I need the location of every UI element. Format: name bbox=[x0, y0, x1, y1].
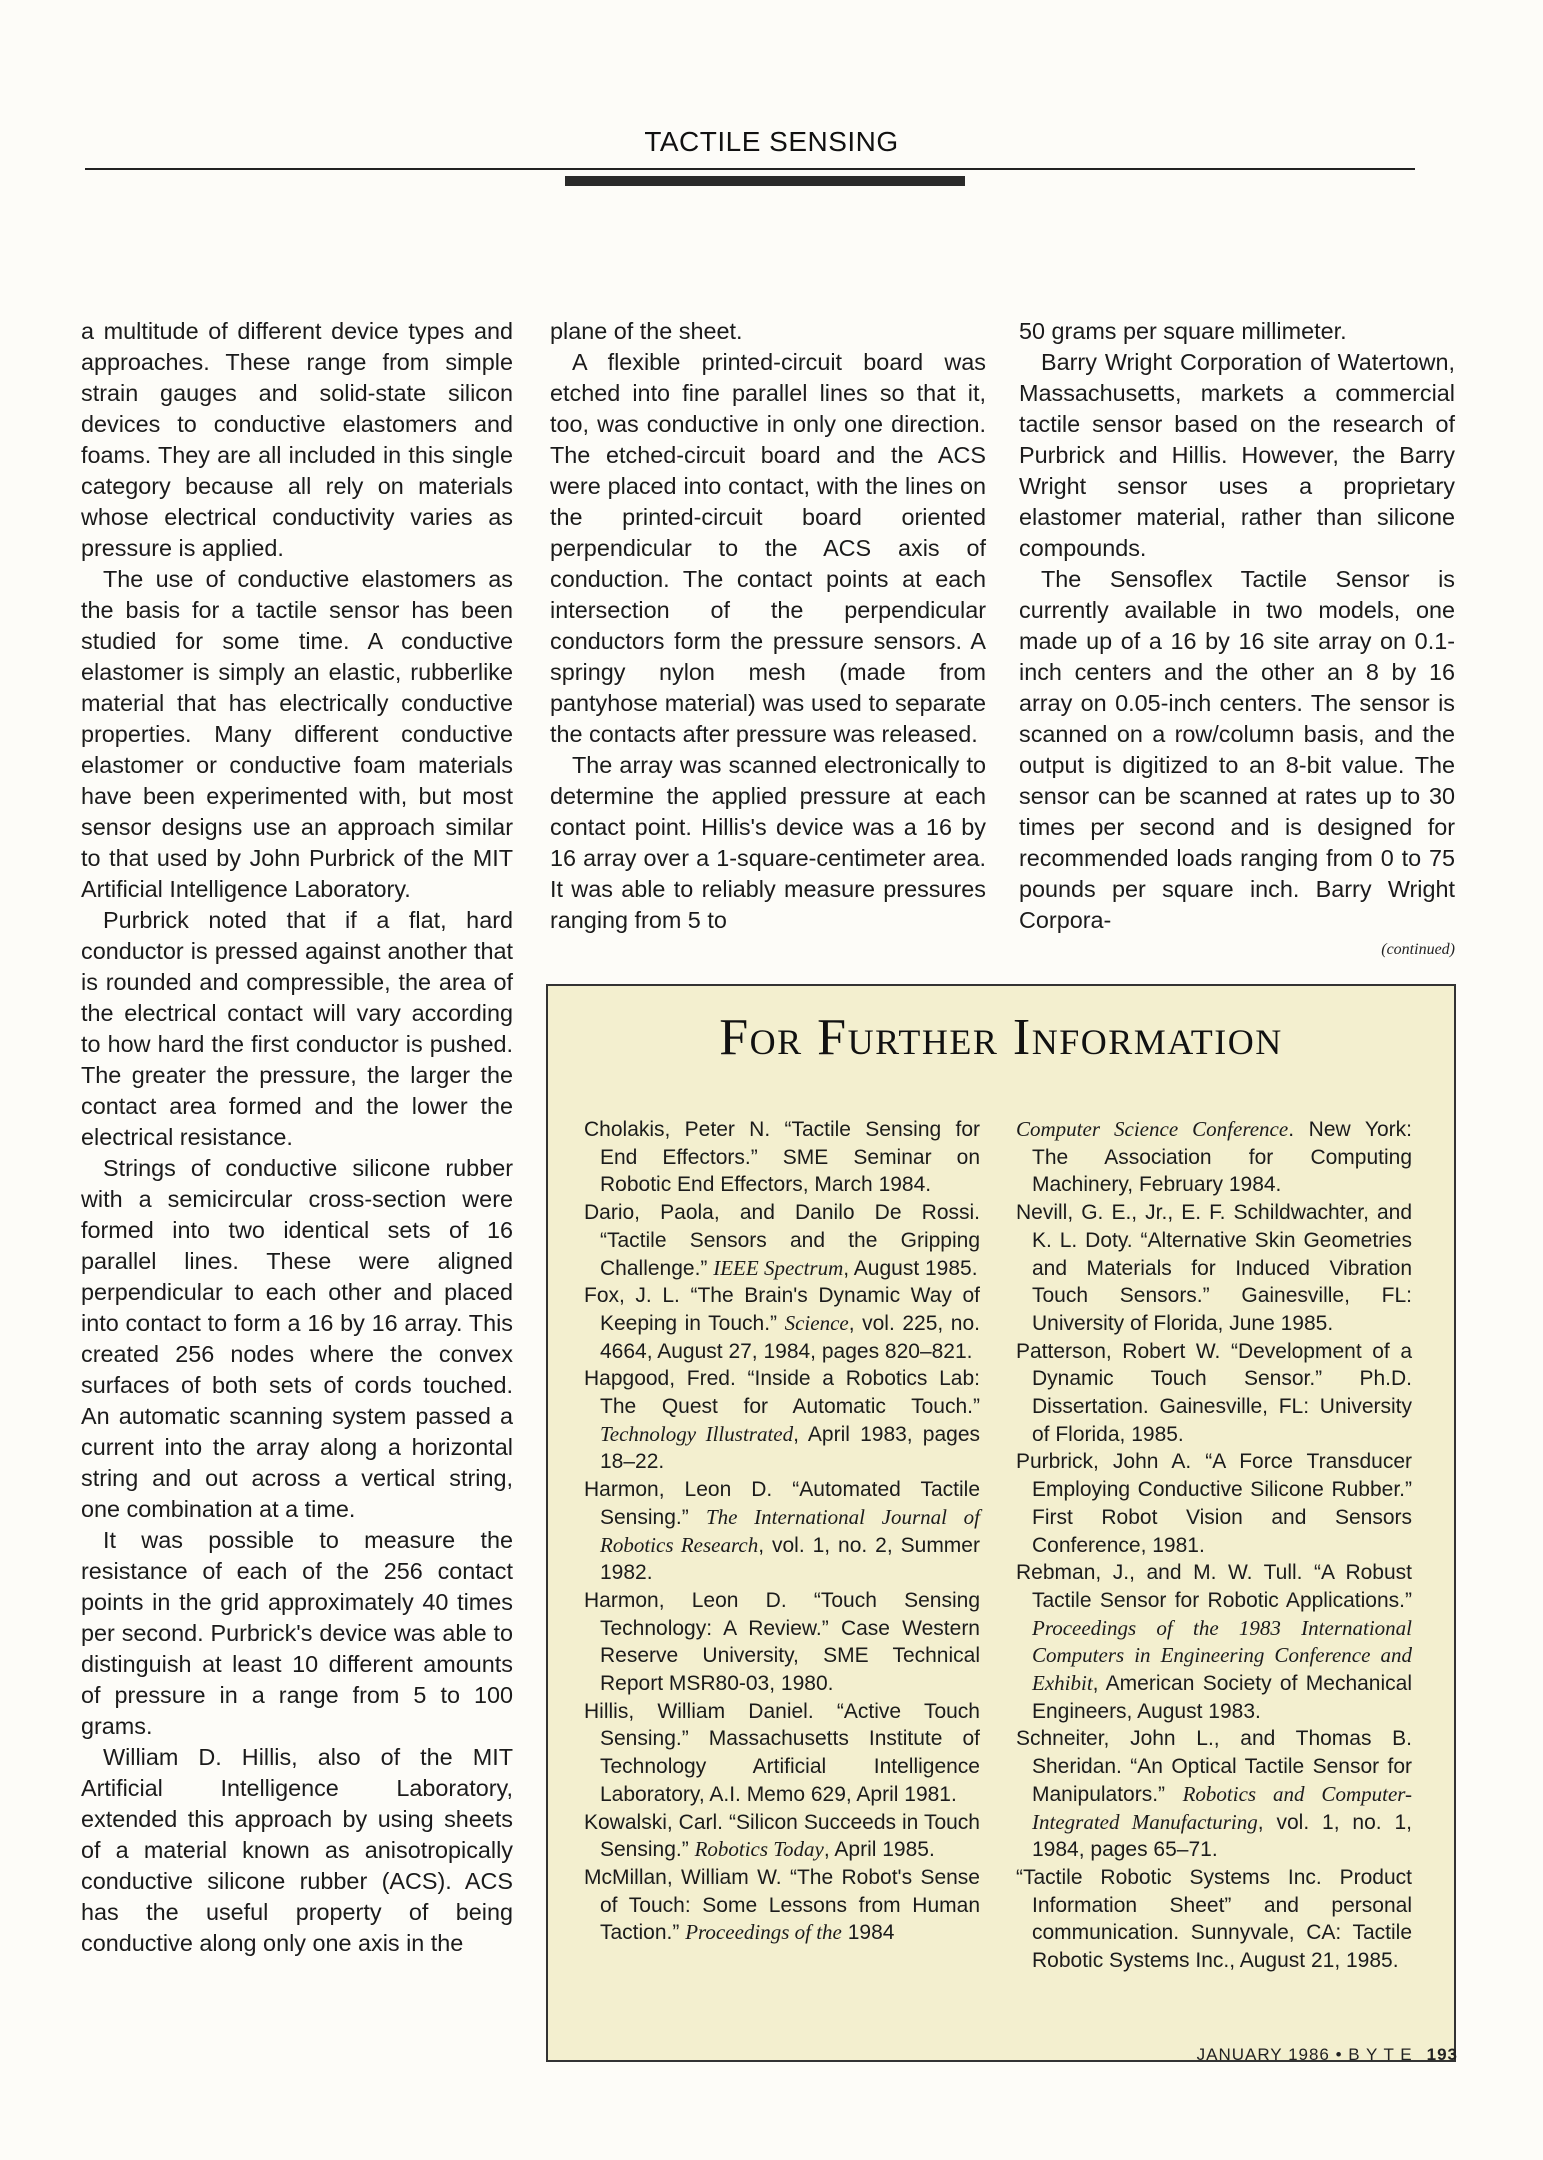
reference-text: , vol. 1, no. 2, Summer 1982. bbox=[600, 1533, 980, 1585]
reference-source: Proceedings of the 1983 International Computers in Engineering Conference and Exhibit bbox=[1032, 1615, 1412, 1696]
running-header: TACTILE SENSING bbox=[644, 126, 899, 157]
reference-entry bbox=[1016, 1559, 1412, 1725]
reference-text: 1984 bbox=[841, 1921, 895, 1945]
reference-text: , vol. 225, no. 4664, August 27, 1984, pages 820–821. bbox=[600, 1311, 980, 1363]
reference-source: IEEE Spectrum bbox=[713, 1255, 844, 1280]
paragraph: plane of the sheet. bbox=[550, 318, 743, 344]
reference-text: , April 1983, pages 18–22. bbox=[600, 1422, 980, 1474]
reference-text: Purbrick, John A. “A Force Transducer Employing Conductive Silicone Rubber.” First Robot Vision and Sensors Conference, 1981. bbox=[1016, 1450, 1412, 1557]
issue-label: JANUARY 1986 • B Y T E bbox=[1196, 2045, 1413, 2064]
paragraph: The Sensoflex Tactile Sensor is currently available in two models, one made up of a 16 by 16 site array on 0.1-inch centers and the other an 8 by 16 array on 0.05-inch centers. The sensor is scanned on a row/column basis, and the output is digitized to an 8-bit value. The sensor can be scanned at rates up to 30 times per second and is designed for recommended loads ranging from 0 to 75 pounds per square inch. Barry Wright Corpora- bbox=[1019, 566, 1455, 933]
reference-entry bbox=[1016, 1864, 1412, 1975]
reference-text: Hillis, William Daniel. “Active Touch Sensing.” Massachusetts Institute of Technology Artificial Intelligence Laboratory, A.I. Memo 629, April 1981. bbox=[584, 1699, 980, 1806]
references-right-column bbox=[1016, 1116, 1412, 1975]
reference-source: The International Journal of Robotics Research bbox=[600, 1504, 980, 1557]
reference-source: Robotics Today bbox=[694, 1837, 824, 1862]
reference-entry bbox=[584, 1809, 980, 1864]
references-left-column bbox=[584, 1116, 980, 1947]
paragraph: Strings of conductive silicone rubber with a semicircular cross-section were formed into two identical sets of 16 parallel lines. These were aligned perpendicular to each other and placed into contact to form a 16 by 16 array. This created 256 nodes where the convex surfaces of both sets of cords touched. An automatic scanning system passed a current into the array along a horizontal string and out across a vertical string, one combination at a time. bbox=[81, 1155, 513, 1522]
reference-entry bbox=[1016, 1448, 1412, 1559]
reference-source: Science bbox=[784, 1310, 849, 1335]
reference-text: Rebman, J., and M. W. Tull. “A Robust Tactile Sensor for Robotic Applications.” bbox=[1016, 1561, 1412, 1612]
paragraph: William D. Hillis, also of the MIT Artificial Intelligence Laboratory, extended this approach by using sheets of a material known as anisotropically conductive silicone rubber (ACS). ACS has the useful property of being conductive along only one axis in the bbox=[81, 1744, 513, 1956]
page-footer bbox=[1197, 2045, 1458, 2065]
reference-text: , April 1985. bbox=[823, 1838, 935, 1862]
reference-entry bbox=[584, 1282, 980, 1365]
reference-text: Patterson, Robert W. “Development of a Dynamic Touch Sensor.” Ph.D. Dissertation. Gainesville, FL: University of Florida, 1985. bbox=[1016, 1339, 1412, 1446]
reference-entry bbox=[1016, 1338, 1412, 1449]
paragraph: The array was scanned electronically to determine the applied pressure at each contact point. Hillis's device was a 16 by 16 array over a 1-square-centimeter area. It was able to reliably measure pressures ranging from 5 to bbox=[550, 752, 986, 933]
reference-text: , vol. 1, no. 1, 1984, pages 65–71. bbox=[1032, 1810, 1412, 1862]
page-number: 193 bbox=[1426, 2045, 1458, 2064]
reference-entry bbox=[584, 1587, 980, 1698]
reference-text: Kowalski, Carl. “Silicon Succeeds in Touch Sensing.” bbox=[584, 1810, 980, 1862]
reference-text: , August 1985. bbox=[843, 1256, 978, 1280]
reference-source: Robotics and Computer-Integrated Manufacturing bbox=[1032, 1781, 1413, 1834]
reference-entry bbox=[584, 1698, 980, 1809]
reference-text: . New York: The Association for Computing Machinery, February 1984. bbox=[1032, 1118, 1412, 1197]
reference-text: Schneiter, John L., and Thomas B. Sheridan. “An Optical Tactile Sensor for Manipulators.” bbox=[1016, 1727, 1412, 1806]
reference-source: Technology Illustrated bbox=[600, 1421, 794, 1446]
reference-entry bbox=[1016, 1725, 1412, 1864]
article-column-1 bbox=[81, 316, 513, 1959]
article-column-3 bbox=[1019, 316, 1455, 936]
info-box-title: For Further Information bbox=[719, 1009, 1283, 1066]
reference-source: Proceedings of the bbox=[685, 1920, 842, 1945]
reference-text: , American Society of Mechanical Engineers, August 1983. bbox=[1032, 1672, 1412, 1723]
article-column-2 bbox=[550, 316, 986, 936]
header-rule bbox=[85, 168, 1415, 170]
reference-text: McMillan, William W. “The Robot's Sense of Touch: Some Lessons from Human Taction.” bbox=[584, 1865, 980, 1945]
paragraph: A flexible printed-circuit board was etched into fine parallel lines so that it, too, was conductive in only one direction. The etched-circuit board and the ACS were placed into contact, with the lines on the printed-circuit board oriented perpendicular to the ACS axis of conduction. The contact points at each intersection of the perpendicular conductors form the pressure sensors. A springy nylon mesh (made from pantyhose material) was used to separate the contacts after pressure was released. bbox=[550, 349, 986, 747]
continued-note: (continued) bbox=[1381, 941, 1455, 958]
reference-entry bbox=[584, 1365, 980, 1476]
reference-entry bbox=[584, 1864, 980, 1947]
reference-entry bbox=[1016, 1116, 1412, 1199]
paragraph: Barry Wright Corporation of Watertown, Massachusetts, markets a commercial tactile sensor based on the research of Purbrick and Hillis. However, the Barry Wright sensor uses a proprietary elastomer material, rather than silicone compounds. bbox=[1019, 349, 1455, 561]
reference-text: Hapgood, Fred. “Inside a Robotics Lab: The Quest for Automatic Touch.” bbox=[584, 1367, 980, 1419]
reference-text: Dario, Paola, and Danilo De Rossi. “Tactile Sensors and the Gripping Challenge.” bbox=[584, 1201, 980, 1280]
paragraph: The use of conductive elastomers as the basis for a tactile sensor has been studied for some time. A conductive elastomer is simply an elastic, rubberlike material that has electrically conductive properties. Many different conductive elastomer or conductive foam materials have been experimented with, but most sensor designs use an approach similar to that used by John Purbrick of the MIT Artificial Intelligence Laboratory. bbox=[81, 566, 513, 902]
reference-text: Harmon, Leon D. “Touch Sensing Technology: A Review.” Case Western Reserve University, SME Technical Report MSR80-03, 1980. bbox=[584, 1588, 980, 1696]
reference-entry bbox=[584, 1116, 980, 1199]
reference-text: Harmon, Leon D. “Automated Tactile Sensing.” bbox=[584, 1478, 980, 1529]
reference-entry bbox=[1016, 1199, 1412, 1338]
reference-entry bbox=[584, 1476, 980, 1587]
reference-text: “Tactile Robotic Systems Inc. Product Information Sheet” and personal communication. Sunnyvale, CA: Tactile Robotic Systems Inc., August 21, 1985. bbox=[1016, 1865, 1412, 1973]
paragraph: Purbrick noted that if a flat, hard conductor is pressed against another that is rounded and compressible, the area of the electrical contact will vary according to how hard the first conductor is pushed. The greater the pressure, the larger the contact area formed and the lower the electrical resistance. bbox=[81, 907, 513, 1150]
paragraph: 50 grams per square millimeter. bbox=[1019, 318, 1347, 344]
reference-text: Cholakis, Peter N. “Tactile Sensing for End Effectors.” SME Seminar on Robotic End Effectors, March 1984. bbox=[584, 1118, 980, 1197]
reference-text: Fox, J. L. “The Brain's Dynamic Way of Keeping in Touch.” bbox=[584, 1284, 980, 1335]
header-bar bbox=[565, 176, 965, 186]
paragraph: It was possible to measure the resistance of each of the 256 contact points in the grid approximately 40 times per second. Purbrick's device was able to distinguish at least 10 different amounts of pressure in a range from 5 to 100 grams. bbox=[81, 1527, 513, 1739]
further-information-box bbox=[546, 984, 1456, 2062]
reference-entry bbox=[584, 1199, 980, 1282]
reference-text: Nevill, G. E., Jr., E. F. Schildwachter, and K. L. Doty. “Alternative Skin Geometries and Materials for Induced Vibration Touch Sensors.” Gainesville, FL: University of Florida, June 1985. bbox=[1016, 1201, 1412, 1335]
paragraph: a multitude of different device types and approaches. These range from simple strain gauges and solid-state silicon devices to conductive elastomers and foams. They are all included in this single category because all rely on materials whose electrical conductivity varies as pressure is applied. bbox=[81, 318, 513, 561]
reference-source: Computer Science Conference bbox=[1016, 1117, 1289, 1141]
